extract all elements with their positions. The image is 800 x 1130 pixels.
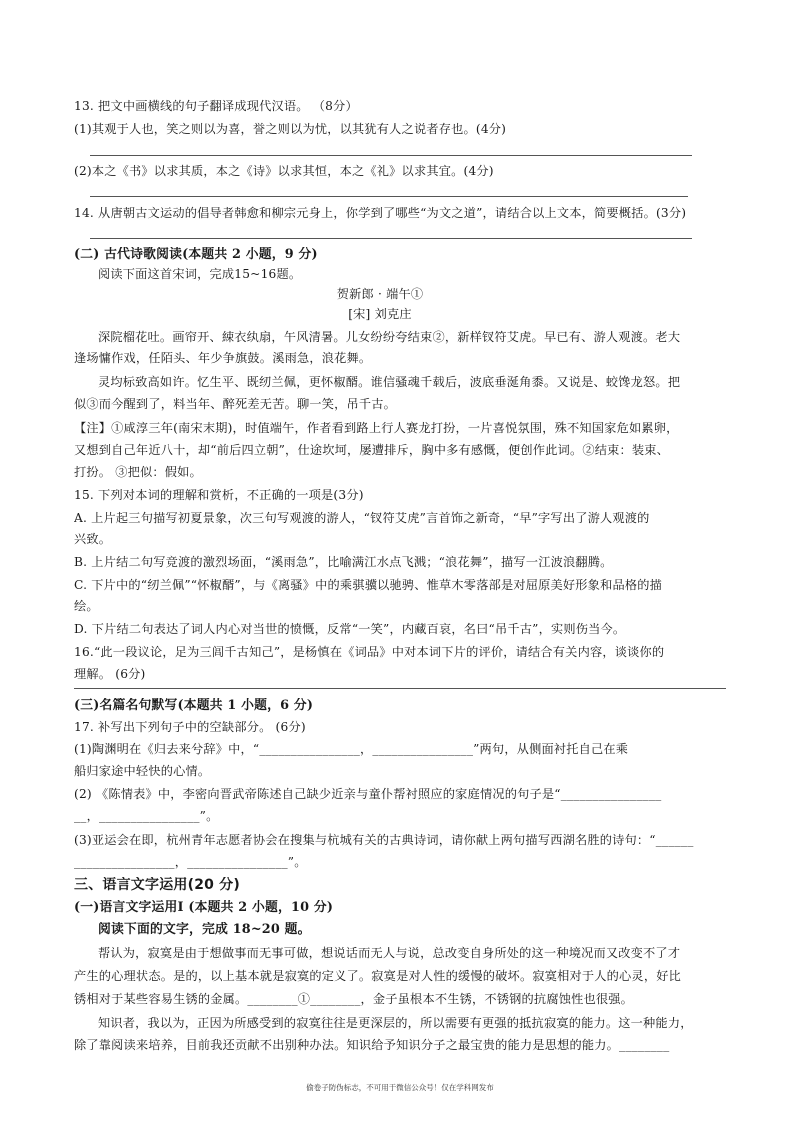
- q13-sentence-1: (1)其观于人也，笑之则以为喜，誉之则以为忧，以其犹有人之说者存也。(4分): [74, 122, 507, 136]
- passage-line: 锈相对于某些容易生锈的金属。________①________，金子虽根本不生锈，不锈钢的抗腐蚀性也很强。: [74, 992, 634, 1006]
- footer-watermark-text: 偷卷子防伪标志，不可用于微信公众号！仅在学科网发布: [306, 1083, 494, 1092]
- q17-item-2-cont: __，________________”。: [74, 809, 219, 823]
- q15-option-c-cont: 绘。: [74, 599, 99, 613]
- passage-line: 产生的心理状态。是的，以上基本就是寂寞的定义了。寂寞是对人性的缓慢的破坏。寂寞相对于人的心灵，好比: [74, 969, 681, 983]
- part-3-title: 三、语言文字运用(20 分): [74, 877, 240, 893]
- poem-note: 打扮。 ③把似：假如。: [74, 465, 202, 479]
- q14-stem: 14. 从唐朝古文运动的倡导者韩愈和柳宗元身上，你学到了哪些“为文之道”，请结合以上文本，简要概括。(3分): [74, 206, 687, 220]
- q17-item-2: (2) 《陈情表》中，李密向晋武帝陈述自己缺少近亲与童仆帮衬照应的家庭情况的句子是“________________: [74, 787, 662, 801]
- passage-line: 帮认为，寂寞是由于想做事而无事可做，想说话而无人与说，总改变自身所处的这一种境况而又改变不了才: [98, 946, 681, 960]
- q13-sentence-2: (2)本之《书》以求其质，本之《诗》以求其恒，本之《礼》以求其宜。(4分): [74, 164, 494, 178]
- section-2-title: (二) 古代诗歌阅读(本题共 2 小题，9 分): [74, 247, 318, 262]
- answer-line: [90, 155, 692, 156]
- q17-item-1-cont: 船归家途中轻快的心情。: [74, 764, 211, 778]
- q17-item-3-cont: ________________，________________”。: [74, 855, 307, 869]
- q16-stem: 16.“此一段议论，足为三闾千古知己”，是杨慎在《词品》中对本词下片的评价，请结合有关内容，谈谈你的: [74, 645, 665, 659]
- q17-item-1: (1)陶渊明在《归去来兮辞》中，“________________，________________”两句，从侧面衬托自己在乘: [74, 742, 629, 756]
- poem-note: 又想到自己年近八十，却“前后四立朝”，仕途坎坷，屡遭排斥，胸中多有感慨，便创作此词。②结束：装束、: [74, 443, 670, 457]
- q16-stem-cont: 理解。 (6分): [74, 667, 146, 681]
- poem-line: 深院榴花吐。画帘开、綀衣纨扇，午风清暑。儿女纷纷夸结束②，新样钗符艾虎。早已有、游人观渡。老大: [98, 330, 681, 344]
- part-3-subtitle: (一)语言文字运用Ⅰ (本题共 2 小题，10 分): [74, 900, 334, 915]
- section-3-title: (三)名篇名句默写(本题共 1 小题，6 分): [74, 698, 314, 713]
- poem-line: 灵均标致高如许。忆生平、既纫兰佩，更怀椒醑。谁信骚魂千载后，波底垂涎角黍。又说是、蛟馋龙怒。把: [98, 375, 681, 389]
- answer-line: [74, 688, 726, 689]
- q15-option-c: C. 下片中的“纫兰佩”“怀椒醑”，与《离骚》中的乘骐骥以驰骋、惟草木零落部是对屈原美好形象和品格的描: [74, 578, 663, 592]
- poem-note: 【注】①咸淳三年(南宋末期)，时值端午，作者看到路上行人赛龙打扮，一片喜悦氛围，殊不知国家危如累卵，: [74, 421, 679, 435]
- q15-stem: 15. 下列对本词的理解和赏析，不正确的一项是(3分): [74, 488, 364, 502]
- q17-stem: 17. 补写出下列句子中的空缺部分。 (6分): [74, 720, 306, 734]
- q15-option-b: B. 上片结二句写竞渡的激烈场面，“溪雨急”，比喻满江水点飞溅；“浪花舞”，描写一江波浪翻腾。: [74, 555, 613, 569]
- poem-title: 贺新郎 · 端午①: [336, 287, 424, 301]
- poem-author: [宋] 刘克庄: [348, 307, 412, 321]
- q15-option-d: D. 下片结二句表达了词人内心对当世的愤慨，反常“一笑”，内藏百哀，名曰“吊千古”，实则伤当今。: [74, 622, 626, 636]
- q13-stem: 13. 把文中画横线的句子翻译成现代汉语。 （8分）: [74, 99, 358, 113]
- poem-line: 似③而今醒到了，料当年、醉死差无苦。聊一笑，吊千古。: [74, 397, 397, 411]
- answer-line: [90, 196, 688, 197]
- q15-option-a-cont: 兴致。: [74, 532, 112, 546]
- q17-item-3: (3)亚运会在即，杭州青年志愿者协会在搜集与杭城有关的古典诗词，请你献上两句描写西湖名胜的诗句：“______: [74, 833, 694, 847]
- poem-line: 逢场慵作戏，任陌头、年少争旗鼓。溪雨急，浪花舞。: [74, 351, 372, 365]
- answer-line: [90, 238, 692, 239]
- part-3-intro: 阅读下面的文字，完成 18~20 题。: [98, 922, 311, 937]
- passage-line: 除了靠阅读来培养，目前我还贡献不出别种办法。知识给予知识分子之最宝贵的能力是思想的能力。________: [74, 1038, 670, 1052]
- poem-intro: 阅读下面这首宋词，完成15~16题。: [98, 267, 302, 281]
- passage-line: 知识者，我以为，正因为所感受到的寂寞往往是更深层的，所以需要有更强的抵抗寂寞的能力。这一种能力，: [98, 1016, 693, 1030]
- q15-option-a: A. 上片起三句描写初夏景象，次三句写观渡的游人，“钗符艾虎”言首饰之新奇，“早”字写出了游人观渡的: [74, 511, 650, 525]
